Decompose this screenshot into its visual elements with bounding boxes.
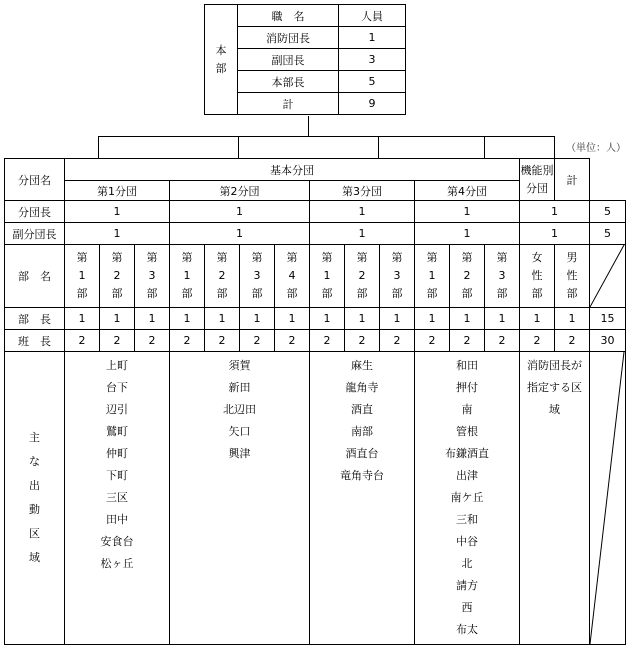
cell: 2: [520, 330, 555, 352]
area-list: [65, 352, 170, 645]
hq-header-count: 人員: [339, 5, 406, 27]
section-cell: 女 性 部: [520, 245, 555, 308]
area-item: 下町: [106, 469, 128, 482]
connector-bar: [98, 136, 554, 137]
group-header: 第4分団: [415, 181, 520, 201]
area-item: 出津: [456, 469, 478, 482]
area-item: 田中: [106, 513, 128, 526]
cell: 2: [275, 330, 310, 352]
cell: 1: [520, 201, 590, 223]
section-cell: 第 3 部: [135, 245, 170, 308]
hq-row-count: 3: [339, 49, 406, 71]
group-header: 第3分団: [310, 181, 415, 201]
group-header: 第1分団: [65, 181, 170, 201]
section-cell: 第 3 部: [240, 245, 275, 308]
row-label: 副分団長: [5, 223, 65, 245]
hq-row-name: 本部長: [238, 71, 339, 93]
empty-slash-cell: [590, 352, 626, 645]
area-item: 矢口: [228, 425, 251, 438]
cell: 2: [65, 330, 100, 352]
area-list: [170, 352, 310, 645]
area-item: 酒直: [351, 403, 373, 416]
area-item: 管根: [456, 425, 478, 438]
row-label: 班 長: [5, 330, 65, 352]
cell: 1: [415, 223, 520, 245]
cell: 2: [135, 330, 170, 352]
area-list: [415, 352, 520, 645]
connector-drop: [378, 136, 379, 158]
section-cell: 第 1 部: [65, 245, 100, 308]
area-item: 西: [461, 601, 473, 614]
hq-row-count: 1: [339, 27, 406, 49]
connector-drop: [98, 136, 99, 158]
cell: 1: [450, 308, 485, 330]
section-cell: 第 4 部: [275, 245, 310, 308]
col-branch-name: 分団名: [5, 159, 65, 201]
cell: 2: [345, 330, 380, 352]
area-item: 北辺田: [223, 403, 256, 416]
area-item: 麻生: [351, 359, 373, 372]
section-cell: 第 2 部: [345, 245, 380, 308]
area-item: 布鎌酒直: [445, 447, 489, 460]
cell: 2: [555, 330, 590, 352]
total-header: 計: [555, 159, 590, 201]
area-item: 仲町: [106, 447, 128, 460]
area-item: 興津: [228, 447, 251, 460]
area-item: 北: [461, 557, 473, 570]
area-item: 三区: [106, 491, 128, 504]
row-label: 部 名: [5, 245, 65, 308]
cell: 2: [170, 330, 205, 352]
hq-row-name: 計: [238, 93, 339, 115]
area-item: 鷲町: [106, 425, 128, 438]
cell: 2: [380, 330, 415, 352]
basic-branch-header: 基本分団: [65, 159, 520, 181]
connector-trunk: [308, 116, 309, 136]
cell: 1: [240, 308, 275, 330]
cell: 2: [310, 330, 345, 352]
section-cell: 第 3 部: [485, 245, 520, 308]
section-cell: 第 3 部: [380, 245, 415, 308]
area-item: 域: [549, 403, 560, 416]
area-item: 南: [461, 403, 473, 416]
area-item: 中谷: [456, 535, 478, 548]
area-item: 指定する区: [527, 381, 582, 394]
area-item: 台下: [106, 381, 128, 394]
section-cell: 男 性 部: [555, 245, 590, 308]
hq-row-count: 5: [339, 71, 406, 93]
cell: 2: [240, 330, 275, 352]
area-item: 消防団長が: [527, 359, 582, 372]
area-item: 新田: [228, 381, 251, 394]
area-item: 南部: [351, 425, 373, 438]
hq-row-name: 副団長: [238, 49, 339, 71]
cell: 1: [65, 223, 170, 245]
cell-total: 5: [590, 223, 626, 245]
row-label: 部 長: [5, 308, 65, 330]
cell: 1: [555, 308, 590, 330]
cell: 1: [380, 308, 415, 330]
cell: 2: [415, 330, 450, 352]
slash-line: [590, 245, 625, 307]
area-item: 上町: [106, 359, 128, 372]
connector-drop: [554, 136, 555, 158]
hq-row-name: 消防団長: [238, 27, 339, 49]
area-list: [310, 352, 415, 645]
section-cell: 第 1 部: [310, 245, 345, 308]
area-item: 酒直台: [345, 447, 379, 460]
area-item: 三和: [456, 513, 478, 526]
row-label: 分団長: [5, 201, 65, 223]
cell-total: 5: [590, 201, 626, 223]
area-item: 安食台: [100, 535, 134, 548]
functional-branch-header: 機能別 分団: [520, 159, 555, 201]
cell: 1: [135, 308, 170, 330]
connector-drop: [484, 136, 485, 158]
area-item: 松ヶ丘: [100, 557, 134, 570]
row-label-area: 主 な 出 動 区 域: [5, 352, 65, 645]
cell: 1: [310, 308, 345, 330]
cell: 1: [345, 308, 380, 330]
area-item: 布太: [456, 623, 478, 636]
area-item: 請方: [456, 579, 478, 592]
section-cell: 第 1 部: [170, 245, 205, 308]
area-item: 須賀: [228, 359, 251, 372]
cell: 2: [485, 330, 520, 352]
section-cell: 第 1 部: [415, 245, 450, 308]
cell: 2: [450, 330, 485, 352]
cell: 1: [205, 308, 240, 330]
cell: 1: [65, 201, 170, 223]
cell: 1: [310, 201, 415, 223]
unit-note: （単位：人）: [566, 143, 626, 154]
cell: 1: [170, 308, 205, 330]
branch-table: [4, 158, 626, 645]
area-item: 辺引: [106, 403, 128, 416]
area-item: 竜角寺台: [340, 469, 384, 482]
cell: 1: [65, 308, 100, 330]
group-header: 第2分団: [170, 181, 310, 201]
cell: 1: [520, 308, 555, 330]
area-list: [520, 352, 590, 645]
cell: 2: [100, 330, 135, 352]
hq-table: [204, 4, 406, 115]
hq-row-count: 9: [339, 93, 406, 115]
cell: 1: [275, 308, 310, 330]
hq-side-label: 本 部: [205, 5, 238, 115]
cell: 1: [170, 223, 310, 245]
cell: 2: [205, 330, 240, 352]
cell: 1: [520, 223, 590, 245]
area-item: 龍角寺: [345, 381, 379, 394]
hq-header-name: 職 名: [238, 5, 339, 27]
cell: 1: [100, 308, 135, 330]
cell: 1: [310, 223, 415, 245]
cell: 1: [415, 308, 450, 330]
empty-slash-cell: [590, 245, 626, 308]
slash-line: [590, 352, 625, 644]
cell: 1: [170, 201, 310, 223]
area-item: 南ケ丘: [450, 491, 484, 504]
cell-total: 30: [590, 330, 626, 352]
area-item: 押付: [456, 381, 478, 394]
section-cell: 第 2 部: [450, 245, 485, 308]
cell: 1: [415, 201, 520, 223]
section-cell: 第 2 部: [100, 245, 135, 308]
cell: 1: [485, 308, 520, 330]
section-cell: 第 2 部: [205, 245, 240, 308]
cell-total: 15: [590, 308, 626, 330]
area-item: 和田: [456, 359, 478, 372]
connector-drop: [238, 136, 239, 158]
